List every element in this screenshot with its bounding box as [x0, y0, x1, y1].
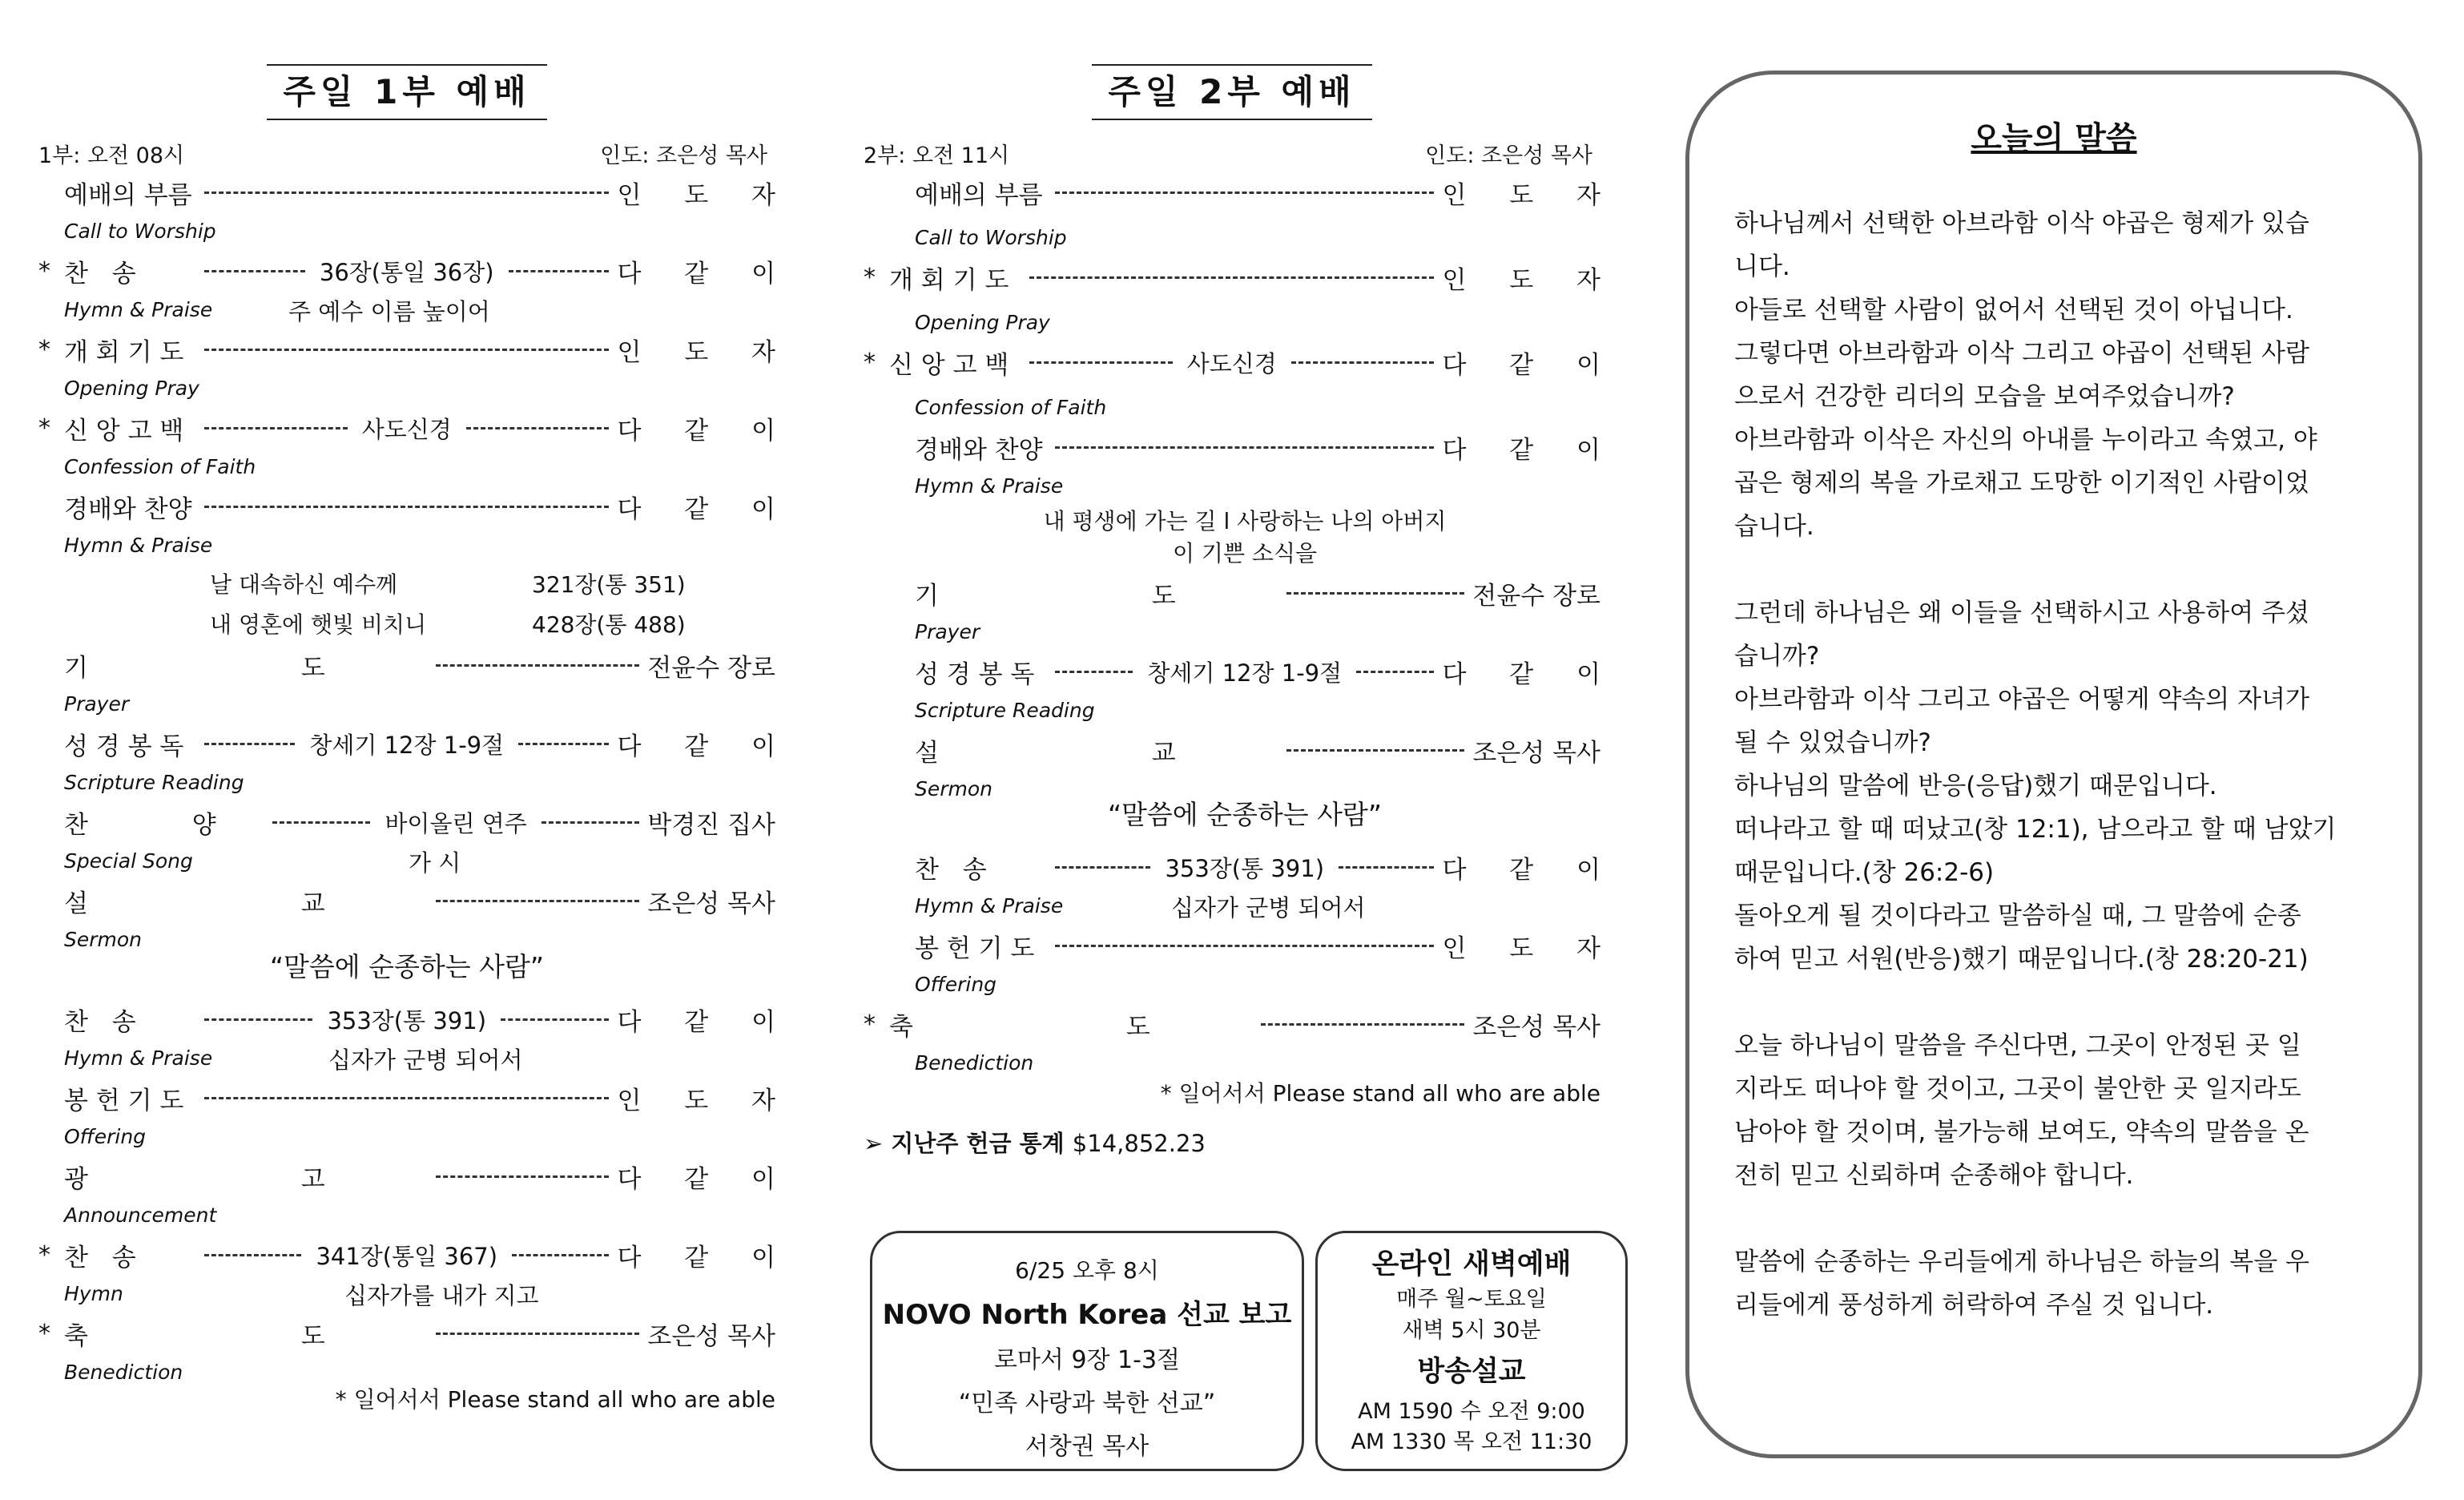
dotted-leader [1055, 945, 1434, 947]
praise-line: 내 평생에 가는 길 l 사랑하는 나의 아버지 [1043, 508, 1447, 534]
mission-verse: 로마서 9장 1-3절 [993, 1346, 1181, 1374]
order-detail: 사도신경 [1186, 349, 1277, 377]
praise-song: 날 대속하신 예수께 321장(통 351) [210, 571, 686, 598]
order-leader: 인 도 자 [617, 1086, 793, 1115]
order-label: 예배의 부름 [915, 180, 1043, 210]
service-1-title: 주일 1부 예배 [38, 64, 775, 120]
dotted-leader [1261, 1023, 1465, 1026]
order-item [38, 1078, 793, 1118]
order-item [38, 1156, 793, 1196]
order-item [38, 645, 775, 685]
service-2-time: 2부: 오전 11시 [864, 143, 1010, 168]
order-label: 설 교 [64, 889, 428, 918]
order-label: 찬 양 [64, 810, 264, 840]
order-item [38, 172, 793, 212]
order-leader: 인 도 자 [617, 337, 793, 367]
dotted-leader [466, 427, 610, 429]
todays-word-title: 오늘의 말씀 [1971, 120, 2137, 157]
hymn-title: 십자가 군병 되어서 [1171, 893, 1366, 921]
order-item [889, 847, 1619, 887]
todays-word-panel [1685, 71, 2422, 1458]
order-label: 경배와 찬양 [64, 494, 192, 524]
order-label: 개 회 기 도 [889, 265, 1009, 295]
order-item [889, 730, 1600, 770]
word-paragraph: 오늘 하나님이 말씀을 주신다면, 그곳이 안정된 곳 일 지라도 떠나야 할 것이고, 그곳이 불안한 곳 일지라도 남아야 할 것이며, 불가능해 보여도, 약속의 말씀을 온 전히 믿고 신뢰하며 순종해야 합니다. [1734, 1031, 2309, 1190]
hymn-title: 십자가 군병 되어서 [328, 1046, 523, 1074]
order-leader: 다 같 이 [617, 494, 793, 524]
dotted-leader [1291, 361, 1435, 364]
order-item: * 찬 송 341장(통일 367) 다 같 이 [38, 1235, 775, 1275]
dotted-leader [204, 192, 609, 194]
dotted-leader [204, 1254, 301, 1256]
dotted-leader [512, 1254, 609, 1256]
order-item: * 개 회 기 도 인 도 자 [864, 257, 1600, 297]
order-detail: 사도신경 [361, 415, 452, 443]
order-item: * 신 앙 고 백 사도신경 다 같 이 [864, 342, 1600, 382]
order-label: 찬 송 [64, 1007, 144, 1037]
order-english-row [38, 1039, 775, 1078]
order-item: * 개 회 기 도 인 도 자 [38, 329, 775, 369]
broadcast-line: AM 1330 목 오전 11:30 [1351, 1429, 1592, 1454]
order-label: 기 도 [915, 581, 1278, 611]
order-english: Special Song [64, 849, 193, 873]
service-2-leader: 인도: 조은성 목사 [1425, 143, 1592, 168]
dotted-leader [204, 1018, 312, 1021]
online-time: 새벽 5시 30분 [1402, 1318, 1541, 1343]
order-item [889, 925, 1618, 966]
dotted-leader [204, 427, 348, 429]
word-paragraph: 그런데 하나님은 왜 이들을 선택하시고 사용하여 주셨 습니까? 아브라함과 이삭 그리고 야곱은 어떻게 약속의 자녀가 될 수 있었습니까? 하나님의 말씀에 반응(응답)했기 때문입니다. 떠나라고 할 때 떠났고(창 12:1), 남으라고 할 때 남았기 때문입니다.(창 26:2-6) 돌아오게 될 것이다라고 말씀하실 때, 그 말씀에 순종 하여 믿고 서원(반응)했기 때문입니다.(창 28:20-21) [1734, 599, 2337, 974]
dotted-leader [518, 743, 609, 745]
online-worship-box [1315, 1231, 1628, 1471]
order-label: 성 경 봉 독 [915, 659, 1035, 689]
online-days: 매주 월~토요일 [1396, 1287, 1547, 1312]
order-label: 경배와 찬양 [915, 435, 1043, 465]
order-label: 찬 송 [64, 1243, 144, 1272]
order-english-row [889, 887, 1600, 925]
order-item: * 찬 송 36장(통일 36장) 다 같 이 [38, 251, 775, 291]
order-detail: 창세기 12장 1-9절 [1147, 659, 1343, 687]
order-item: * 축 도 조은성 목사 [38, 1313, 775, 1353]
service-2-meta [864, 138, 1600, 169]
dotted-leader [272, 821, 371, 824]
dotted-leader [1055, 446, 1434, 449]
service-2-title: 주일 2부 예배 [864, 64, 1600, 120]
order-item: * 신 앙 고 백 사도신경 다 같 이 [38, 408, 775, 448]
service-1-time: 1부: 오전 08시 [38, 143, 185, 168]
order-leader: 전윤수 장로 [1472, 581, 1600, 611]
order-english: Hymn [64, 1282, 123, 1305]
order-english: Hymn & Praise [64, 1046, 213, 1070]
order-english-row [38, 842, 775, 881]
order-leader: 다 같 이 [617, 259, 794, 288]
order-leader: 다 같 이 [617, 1007, 794, 1037]
order-detail: 창세기 12장 1-9절 [309, 731, 505, 759]
order-label: 찬 송 [915, 855, 995, 885]
order-label: 봉 헌 기 도 [915, 933, 1035, 963]
dotted-leader [1286, 592, 1465, 595]
order-english: Benediction [64, 1361, 183, 1384]
order-detail: 36장(통일 36장) [319, 258, 494, 286]
broadcast-title: 방송설교 [1417, 1356, 1526, 1388]
order-label: 광 고 [64, 1164, 428, 1194]
order-label: 신 앙 고 백 [64, 416, 184, 446]
order-item [889, 651, 1619, 692]
order-leader: 전윤수 장로 [647, 653, 775, 683]
stand-note: * 일어서서 Please stand all who are able [335, 1386, 775, 1413]
order-item [38, 724, 794, 764]
order-detail: 341장(통일 367) [316, 1242, 498, 1270]
praise-line: 이 기쁜 소식을 [1172, 540, 1318, 567]
mission-report-box [870, 1231, 1304, 1471]
order-english: Benediction [915, 1051, 1034, 1075]
dotted-leader [436, 664, 640, 667]
dotted-leader [542, 821, 640, 824]
order-label: 봉 헌 기 도 [64, 1086, 184, 1115]
praise-song: 내 영혼에 햇빛 비치니 428장(통 488) [210, 611, 686, 638]
dotted-leader [204, 349, 609, 351]
dotted-leader [204, 506, 609, 508]
hymn-title: 주 예수 이름 높이어 [288, 297, 490, 325]
order-english: Hymn & Praise [64, 298, 213, 321]
order-english: Prayer [915, 620, 980, 643]
order-english: Confession of Faith [64, 455, 256, 478]
order-leader: 조은성 목사 [1472, 1012, 1600, 1042]
order-leader: 박경진 집사 [647, 810, 775, 840]
order-english: Hymn & Praise [64, 534, 213, 557]
dotted-leader [1055, 671, 1133, 673]
sermon-title: “말씀에 순종하는 사람” [1107, 799, 1383, 830]
online-title: 온라인 새벽예배 [1371, 1248, 1572, 1280]
order-label: 찬 송 [64, 259, 144, 288]
order-leader: 조은성 목사 [647, 889, 775, 918]
order-item [38, 486, 793, 526]
offering-summary [864, 1126, 1600, 1159]
order-leader: 조은성 목사 [1472, 738, 1600, 768]
order-leader: 인 도 자 [1442, 933, 1618, 963]
hymn-title: 십자가를 내가 지고 [344, 1281, 539, 1309]
order-english: Announcement [64, 1204, 217, 1227]
order-english: Opening Pray [64, 377, 199, 400]
order-english-row [38, 291, 775, 329]
stand-note: * 일어서서 Please stand all who are able [1160, 1080, 1600, 1107]
offering-label: ➢ 지난주 헌금 통계 [864, 1130, 1065, 1157]
dotted-leader [204, 1097, 609, 1099]
order-english: Confession of Faith [915, 396, 1107, 419]
dotted-leader [1286, 749, 1465, 752]
order-leader: 다 같 이 [617, 1243, 794, 1272]
word-paragraph: 하나님께서 선택한 아브라함 이삭 야곱은 형제가 있습 니다. 아들로 선택할 사람이 없어서 선택된 것이 아닙니다. 그렇다면 아브라함과 이삭 그리고 야곱이 선택된 사람 으로서 건강한 리더의 모습을 보여주었습니까? 아브라함과 이삭은 자신의 아내를 누이라고 속였고, 야 곱은 형제의 복을 가로채고 도망한 이기적인 사람이었 습니다. [1734, 209, 2317, 541]
dotted-leader [1055, 192, 1434, 194]
order-english: Call to Worship [64, 220, 216, 243]
dotted-leader [436, 1175, 610, 1178]
order-leader: 다 같 이 [1442, 855, 1619, 885]
service-1-column [38, 64, 794, 1421]
broadcast-line: AM 1590 수 오전 9:00 [1358, 1399, 1585, 1424]
order-leader: 인 도 자 [1442, 265, 1618, 295]
dotted-leader [436, 1333, 640, 1335]
mission-date: 6/25 오후 8시 [1015, 1257, 1159, 1284]
order-item [38, 881, 775, 921]
order-english: Prayer [64, 692, 130, 716]
order-english: Scripture Reading [64, 771, 244, 794]
dotted-leader [204, 743, 295, 745]
order-item [889, 573, 1600, 613]
order-leader: 다 같 이 [617, 732, 794, 761]
order-leader: 다 같 이 [1442, 659, 1619, 689]
order-leader: 다 같 이 [617, 416, 794, 446]
order-english: Sermon [64, 928, 143, 951]
order-detail: 353장(통 391) [327, 1006, 487, 1034]
order-leader: 인 도 자 [1442, 180, 1618, 210]
order-label: 성 경 봉 독 [64, 732, 184, 761]
dotted-leader [1029, 361, 1173, 364]
order-english-row [38, 1275, 775, 1313]
word-paragraph: 말씀에 순종하는 우리들에게 하나님은 하늘의 복을 우 리들에게 풍성하게 허락하여 주실 것 입니다. [1734, 1248, 2309, 1320]
special-song-title: 가 시 [409, 849, 461, 877]
mission-subtitle: “민족 사랑과 북한 선교” [958, 1389, 1216, 1417]
service-2-column [864, 64, 1619, 1159]
order-english: Offering [915, 973, 997, 996]
order-label: 예배의 부름 [64, 180, 192, 210]
order-item [889, 427, 1618, 467]
order-label: 기 도 [64, 653, 428, 683]
order-item [889, 172, 1618, 212]
mission-speaker: 서창권 목사 [1025, 1433, 1149, 1461]
dotted-leader [436, 900, 640, 902]
order-english: Opening Pray [915, 311, 1050, 334]
order-english: Hymn & Praise [915, 474, 1064, 498]
dotted-leader [509, 270, 610, 272]
order-english: Hymn & Praise [915, 894, 1064, 917]
order-item: * 축 도 조은성 목사 [864, 1004, 1600, 1044]
service-1-leader: 인도: 조은성 목사 [600, 143, 767, 168]
dotted-leader [1029, 276, 1434, 279]
order-leader: 다 같 이 [1442, 350, 1619, 380]
dotted-leader [1339, 866, 1434, 869]
order-item [38, 802, 775, 842]
order-leader: 조은성 목사 [647, 1321, 775, 1351]
order-detail: 바이올린 연주 [384, 809, 527, 837]
order-leader: 다 같 이 [617, 1164, 793, 1194]
order-label: 축 도 [889, 1012, 1253, 1042]
sermon-title: “말씀에 순종하는 사람” [269, 951, 545, 982]
order-leader: 인 도 자 [617, 180, 793, 210]
dotted-leader [501, 1018, 609, 1021]
order-item [38, 999, 794, 1039]
dotted-leader [204, 270, 305, 272]
dotted-leader [1356, 671, 1434, 673]
order-english: Offering [64, 1125, 147, 1148]
order-english: Scripture Reading [915, 699, 1095, 722]
service-1-meta [38, 138, 775, 169]
order-english: Sermon [915, 777, 993, 800]
order-label: 신 앙 고 백 [889, 350, 1009, 380]
order-leader: 다 같 이 [1442, 435, 1618, 465]
dotted-leader [1055, 866, 1150, 869]
order-english: Call to Worship [915, 226, 1067, 249]
order-label: 축 도 [64, 1321, 428, 1351]
mission-title: NOVO North Korea 선교 보고 [882, 1299, 1292, 1331]
offering-amount: $14,852.23 [1072, 1130, 1206, 1157]
order-label: 설 교 [915, 738, 1278, 768]
order-detail: 353장(통 391) [1165, 854, 1325, 882]
order-label: 개 회 기 도 [64, 337, 184, 367]
